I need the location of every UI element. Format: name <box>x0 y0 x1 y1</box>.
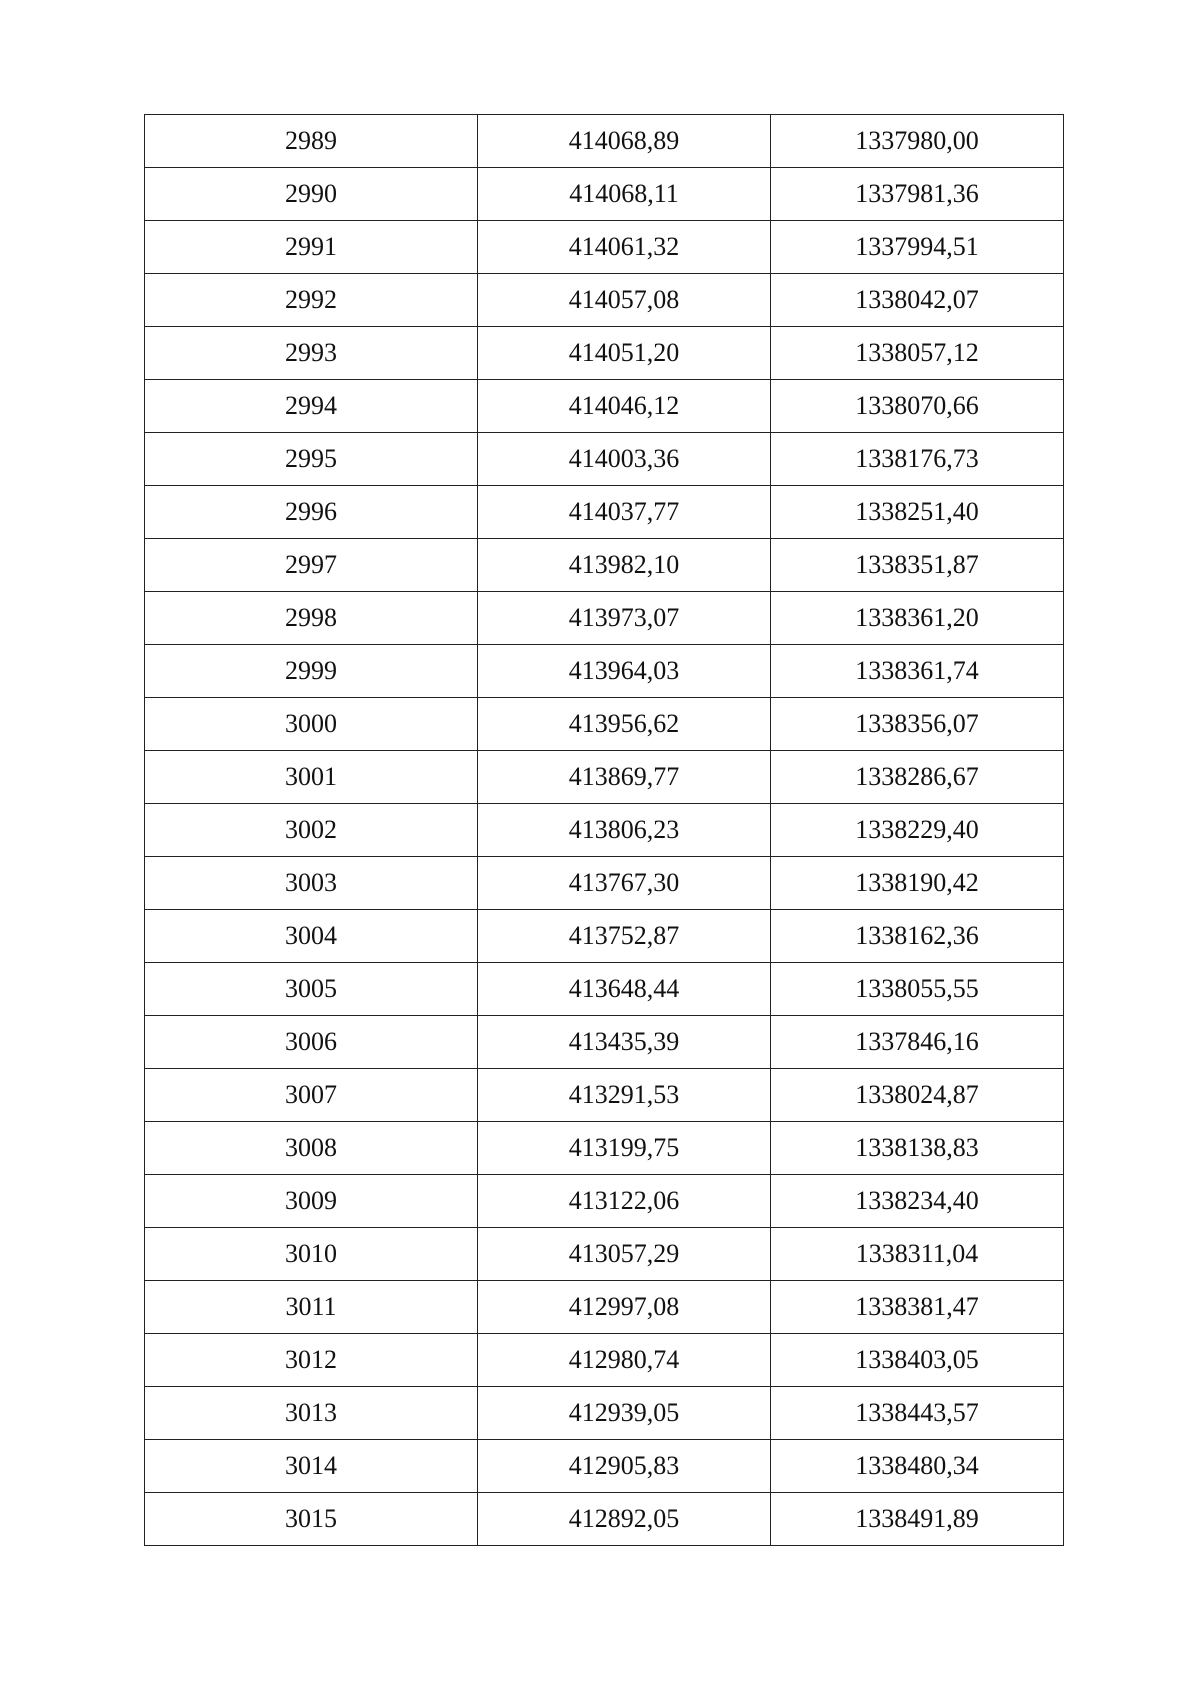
y-coordinate-cell: 1337981,36 <box>771 168 1064 221</box>
y-coordinate-cell: 1338057,12 <box>771 327 1064 380</box>
y-coordinate-cell: 1338229,40 <box>771 804 1064 857</box>
point-number-cell: 2990 <box>145 168 478 221</box>
table-row <box>145 1440 1064 1493</box>
x-coordinate-cell: 413869,77 <box>478 751 771 804</box>
table-row <box>145 1122 1064 1175</box>
y-coordinate-cell: 1338190,42 <box>771 857 1064 910</box>
y-coordinate-cell: 1338356,07 <box>771 698 1064 751</box>
x-coordinate-cell: 413752,87 <box>478 910 771 963</box>
x-coordinate-cell: 414068,11 <box>478 168 771 221</box>
table-row <box>145 115 1064 168</box>
y-coordinate-cell: 1338162,36 <box>771 910 1064 963</box>
y-coordinate-cell: 1338251,40 <box>771 486 1064 539</box>
x-coordinate-cell: 414057,08 <box>478 274 771 327</box>
coordinate-table <box>144 114 1064 1546</box>
x-coordinate-cell: 414046,12 <box>478 380 771 433</box>
point-number-cell: 3013 <box>145 1387 478 1440</box>
x-coordinate-cell: 414068,89 <box>478 115 771 168</box>
y-coordinate-cell: 1338042,07 <box>771 274 1064 327</box>
y-coordinate-cell: 1338361,74 <box>771 645 1064 698</box>
x-coordinate-cell: 414003,36 <box>478 433 771 486</box>
table-row <box>145 857 1064 910</box>
x-coordinate-cell: 413973,07 <box>478 592 771 645</box>
y-coordinate-cell: 1338286,67 <box>771 751 1064 804</box>
y-coordinate-cell: 1338443,57 <box>771 1387 1064 1440</box>
table-row <box>145 1069 1064 1122</box>
point-number-cell: 3003 <box>145 857 478 910</box>
table-row <box>145 1493 1064 1546</box>
point-number-cell: 2995 <box>145 433 478 486</box>
x-coordinate-cell: 413956,62 <box>478 698 771 751</box>
table-row <box>145 433 1064 486</box>
point-number-cell: 3012 <box>145 1334 478 1387</box>
point-number-cell: 2998 <box>145 592 478 645</box>
y-coordinate-cell: 1337994,51 <box>771 221 1064 274</box>
point-number-cell: 2996 <box>145 486 478 539</box>
point-number-cell: 3006 <box>145 1016 478 1069</box>
y-coordinate-cell: 1338480,34 <box>771 1440 1064 1493</box>
x-coordinate-cell: 412892,05 <box>478 1493 771 1546</box>
point-number-cell: 3001 <box>145 751 478 804</box>
table-row <box>145 1175 1064 1228</box>
y-coordinate-cell: 1338234,40 <box>771 1175 1064 1228</box>
point-number-cell: 3015 <box>145 1493 478 1546</box>
table-row <box>145 1228 1064 1281</box>
table-row <box>145 963 1064 1016</box>
point-number-cell: 3010 <box>145 1228 478 1281</box>
table-row <box>145 327 1064 380</box>
point-number-cell: 3005 <box>145 963 478 1016</box>
table-row <box>145 698 1064 751</box>
x-coordinate-cell: 413982,10 <box>478 539 771 592</box>
table-row <box>145 1281 1064 1334</box>
y-coordinate-cell: 1338070,66 <box>771 380 1064 433</box>
y-coordinate-cell: 1338351,87 <box>771 539 1064 592</box>
x-coordinate-cell: 413648,44 <box>478 963 771 1016</box>
x-coordinate-cell: 413964,03 <box>478 645 771 698</box>
y-coordinate-cell: 1338176,73 <box>771 433 1064 486</box>
point-number-cell: 3000 <box>145 698 478 751</box>
table-row <box>145 486 1064 539</box>
y-coordinate-cell: 1338024,87 <box>771 1069 1064 1122</box>
x-coordinate-cell: 412905,83 <box>478 1440 771 1493</box>
x-coordinate-cell: 413057,29 <box>478 1228 771 1281</box>
point-number-cell: 2992 <box>145 274 478 327</box>
y-coordinate-cell: 1337846,16 <box>771 1016 1064 1069</box>
point-number-cell: 2999 <box>145 645 478 698</box>
table-row <box>145 751 1064 804</box>
table-row <box>145 1387 1064 1440</box>
point-number-cell: 2994 <box>145 380 478 433</box>
point-number-cell: 3009 <box>145 1175 478 1228</box>
x-coordinate-cell: 413122,06 <box>478 1175 771 1228</box>
y-coordinate-cell: 1338311,04 <box>771 1228 1064 1281</box>
table-row <box>145 645 1064 698</box>
point-number-cell: 2997 <box>145 539 478 592</box>
point-number-cell: 3007 <box>145 1069 478 1122</box>
table-row <box>145 539 1064 592</box>
point-number-cell: 2989 <box>145 115 478 168</box>
point-number-cell: 2991 <box>145 221 478 274</box>
table-row <box>145 1016 1064 1069</box>
y-coordinate-cell: 1337980,00 <box>771 115 1064 168</box>
point-number-cell: 3002 <box>145 804 478 857</box>
y-coordinate-cell: 1338403,05 <box>771 1334 1064 1387</box>
point-number-cell: 3011 <box>145 1281 478 1334</box>
x-coordinate-cell: 413199,75 <box>478 1122 771 1175</box>
table-row <box>145 1334 1064 1387</box>
x-coordinate-cell: 413806,23 <box>478 804 771 857</box>
x-coordinate-cell: 413291,53 <box>478 1069 771 1122</box>
x-coordinate-cell: 413767,30 <box>478 857 771 910</box>
x-coordinate-cell: 412997,08 <box>478 1281 771 1334</box>
y-coordinate-cell: 1338361,20 <box>771 592 1064 645</box>
x-coordinate-cell: 414061,32 <box>478 221 771 274</box>
table-row <box>145 910 1064 963</box>
table-row <box>145 592 1064 645</box>
y-coordinate-cell: 1338491,89 <box>771 1493 1064 1546</box>
point-number-cell: 3004 <box>145 910 478 963</box>
table-row <box>145 221 1064 274</box>
table-row <box>145 804 1064 857</box>
point-number-cell: 3008 <box>145 1122 478 1175</box>
table-row <box>145 380 1064 433</box>
x-coordinate-cell: 412939,05 <box>478 1387 771 1440</box>
point-number-cell: 2993 <box>145 327 478 380</box>
coordinate-table-body <box>145 115 1064 1546</box>
y-coordinate-cell: 1338138,83 <box>771 1122 1064 1175</box>
x-coordinate-cell: 413435,39 <box>478 1016 771 1069</box>
x-coordinate-cell: 414051,20 <box>478 327 771 380</box>
table-row <box>145 168 1064 221</box>
point-number-cell: 3014 <box>145 1440 478 1493</box>
table-row <box>145 274 1064 327</box>
x-coordinate-cell: 414037,77 <box>478 486 771 539</box>
x-coordinate-cell: 412980,74 <box>478 1334 771 1387</box>
y-coordinate-cell: 1338055,55 <box>771 963 1064 1016</box>
y-coordinate-cell: 1338381,47 <box>771 1281 1064 1334</box>
